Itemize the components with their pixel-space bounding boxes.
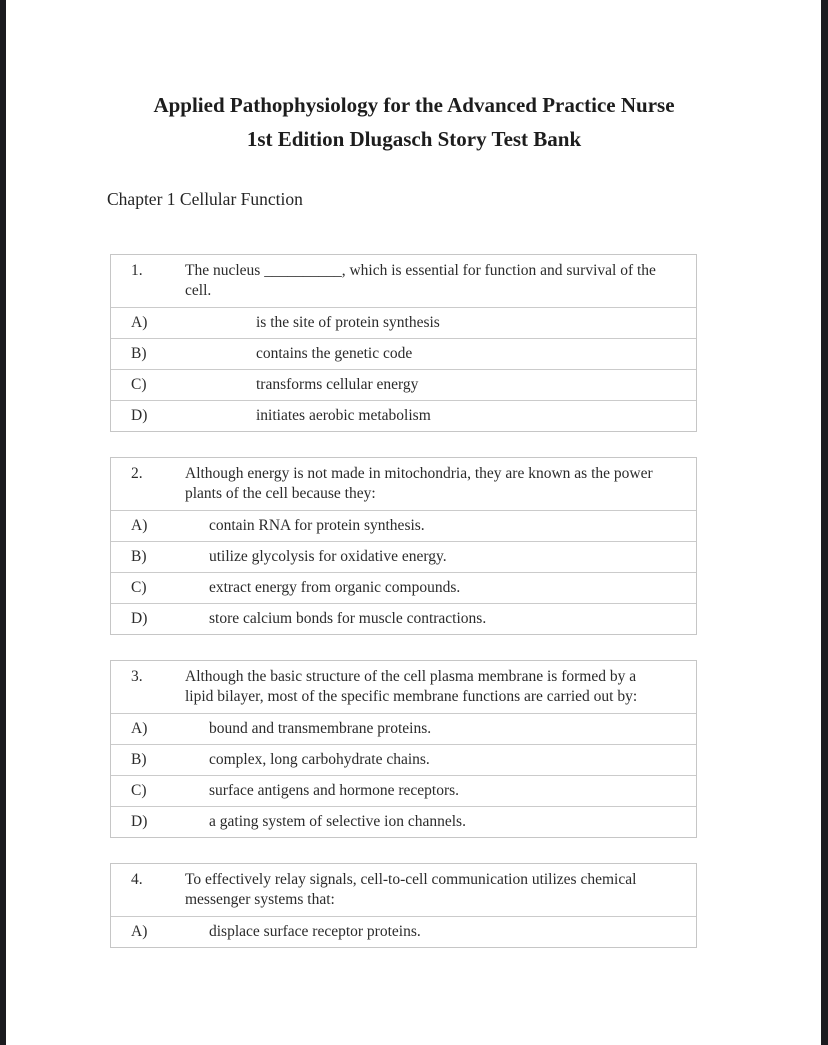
question-text: The nucleus __________, which is essential for function and survival of the cell. <box>185 262 656 299</box>
document-title <box>0 0 828 156</box>
screen-edge-left <box>0 0 6 1045</box>
option-letter: D) <box>131 610 148 627</box>
option-letter: D) <box>131 407 148 424</box>
question-row <box>111 255 696 307</box>
option-letter: D) <box>131 813 148 830</box>
option-letter: A) <box>131 720 148 737</box>
option-text: transforms cellular energy <box>256 376 419 393</box>
option-letter: B) <box>131 751 147 768</box>
option-text: initiates aerobic metabolism <box>256 407 431 424</box>
screen-edge-right <box>821 0 828 1045</box>
question-table-2 <box>110 457 697 635</box>
option-text: is the site of protein synthesis <box>256 314 440 331</box>
option-text: store calcium bonds for muscle contractions. <box>209 610 487 627</box>
option-text: displace surface receptor proteins. <box>209 923 421 940</box>
option-text: surface antigens and hormone receptors. <box>209 782 460 799</box>
option-letter: A) <box>131 314 148 331</box>
question-text: Although the basic structure of the cell plasma membrane is formed by a lipid bilayer, most of the specific membrane functions are carried out by: <box>185 668 638 705</box>
option-text: complex, long carbohydrate chains. <box>209 751 430 768</box>
option-text: utilize glycolysis for oxidative energy. <box>209 548 447 565</box>
question-table-1 <box>110 254 697 432</box>
question-table-3 <box>110 660 697 838</box>
option-text: bound and transmembrane proteins. <box>209 720 432 737</box>
document-title-line1: Applied Pathophysiology for the Advanced Practice Nurse <box>153 93 675 117</box>
option-letter: A) <box>131 923 148 940</box>
option-row <box>111 806 696 837</box>
option-row <box>111 713 696 744</box>
option-row <box>111 400 696 431</box>
option-row <box>111 603 696 634</box>
option-text: a gating system of selective ion channels. <box>209 813 466 830</box>
option-text: contains the genetic code <box>256 345 413 362</box>
question-number: 3. <box>131 668 143 685</box>
option-letter: B) <box>131 345 147 362</box>
question-row <box>111 458 696 510</box>
chapter-heading: Chapter 1 Cellular Function <box>107 189 303 209</box>
option-letter: A) <box>131 517 148 534</box>
option-text: contain RNA for protein synthesis. <box>209 517 425 534</box>
option-letter: C) <box>131 376 147 393</box>
option-letter: C) <box>131 782 147 799</box>
option-letter: B) <box>131 548 147 565</box>
question-row <box>111 661 696 713</box>
option-row <box>111 572 696 603</box>
option-row <box>111 744 696 775</box>
question-list <box>110 254 699 948</box>
question-row <box>111 864 696 916</box>
option-row <box>111 338 696 369</box>
question-number: 2. <box>131 465 143 482</box>
question-text: To effectively relay signals, cell-to-cell communication utilizes chemical messenger systems that: <box>185 871 637 908</box>
option-row <box>111 369 696 400</box>
option-row <box>111 916 696 947</box>
option-row <box>111 307 696 338</box>
option-row <box>111 510 696 541</box>
question-number: 1. <box>131 262 143 279</box>
question-table-4 <box>110 863 697 948</box>
option-row <box>111 775 696 806</box>
option-text: extract energy from organic compounds. <box>209 579 461 596</box>
document-title-line2: 1st Edition Dlugasch Story Test Bank <box>246 127 582 151</box>
question-text: Although energy is not made in mitochondria, they are known as the power plants of the cell because they: <box>185 465 653 502</box>
option-row <box>111 541 696 572</box>
option-letter: C) <box>131 579 147 596</box>
question-number: 4. <box>131 871 143 888</box>
